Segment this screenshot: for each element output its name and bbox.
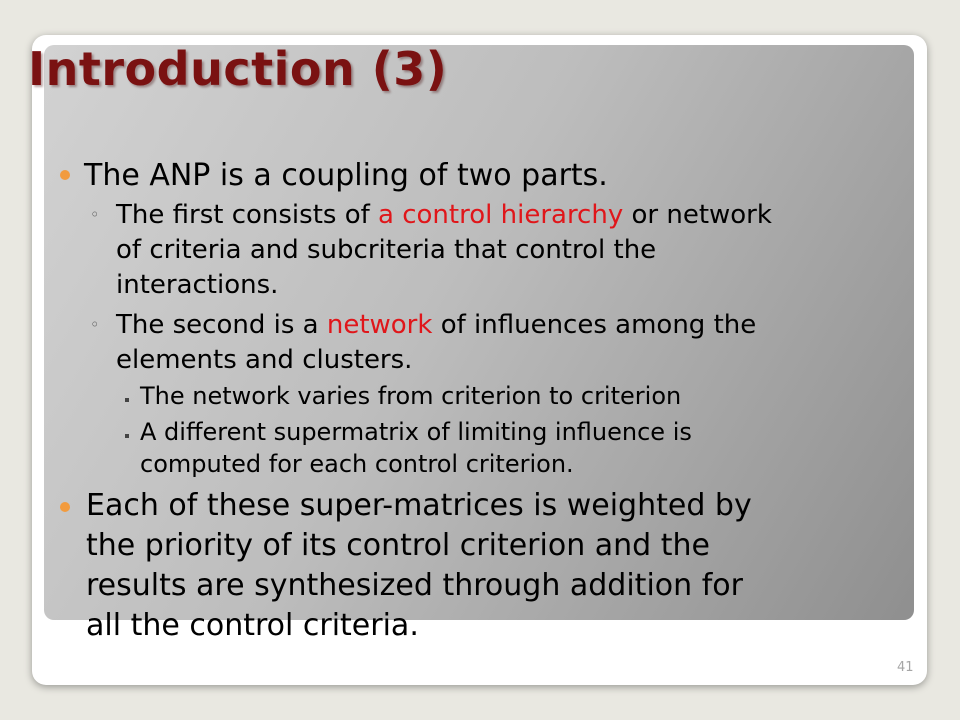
sub-sub-bullet-2-line-1: A different supermatrix of limiting influence is — [140, 418, 692, 446]
bullet-1-text: The ANP is a coupling of two parts. — [84, 158, 608, 193]
sub-sub-bullet-2-line-2: computed for each control criterion. — [140, 450, 574, 478]
square-bullet-icon — [125, 398, 129, 402]
sub-bullet-ring-icon: ◦ — [90, 315, 100, 334]
bullet-2-line-2: the priority of its control criterion and the — [86, 528, 710, 563]
bullet-2-line-3: results are synthesized through addition for — [86, 568, 743, 603]
page-number: 41 — [897, 660, 914, 675]
bullet-dot-icon — [60, 502, 70, 512]
sub-bullet-1-line-1: The first consists of a control hierarchy or network — [116, 200, 772, 230]
sub-bullet-2-line-2: elements and clusters. — [116, 345, 413, 375]
sub-bullet-ring-icon: ◦ — [90, 205, 100, 224]
slide-title: Introduction (3) — [28, 42, 448, 96]
sub-sub-bullet-1: The network varies from criterion to criterion — [140, 382, 682, 410]
bullet-2-line-4: all the control criteria. — [86, 608, 419, 643]
highlight-control-hierarchy: a control hierarchy — [378, 200, 624, 230]
highlight-network: network — [326, 310, 433, 340]
sub-bullet-1-line-2: of criteria and subcriteria that control the — [116, 235, 657, 265]
square-bullet-icon — [125, 434, 129, 438]
bullet-dot-icon — [60, 170, 70, 180]
sub-bullet-2-line-1: The second is a network of influences among the — [116, 310, 757, 340]
bullet-2-line-1: Each of these super-matrices is weighted by — [86, 488, 752, 523]
sub-bullet-1-line-3: interactions. — [116, 270, 279, 300]
